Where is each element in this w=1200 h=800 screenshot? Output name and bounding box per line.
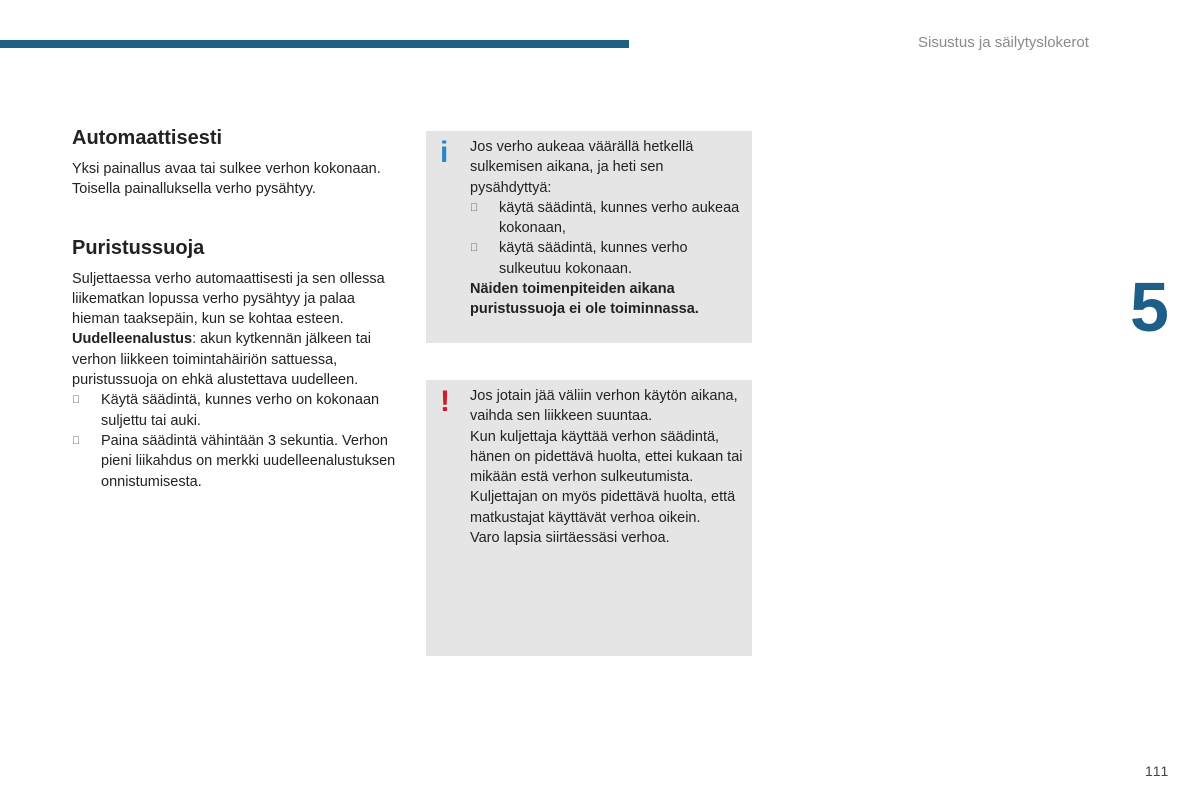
list-item: Paina säädintä vähintään 3 sekuntia. Verhon pieni liikahdus on merkki uudelleenalustuksen onnistumisesta. (72, 431, 402, 492)
automatic-description: Yksi painallus avaa tai sulkee verhon kokonaan. Toisella painalluksella verho pysähtyy. (72, 161, 381, 198)
info-steps (470, 198, 746, 279)
reinitialisation-paragraph (72, 329, 402, 390)
warning-text-1: Jos jotain jää väliin verhon käytön aikana, vaihda sen liikkeen suuntaa. (470, 388, 738, 425)
chapter-number: 5 (1130, 268, 1169, 346)
reinitialisation-text: : akun kytkennän jälkeen tai verhon liikkeen toimintahäiriön sattuessa, puristussuoja on ehkä alustettava uudelleen. (72, 331, 372, 389)
info-icon: i (440, 136, 449, 169)
main-text-column (72, 126, 402, 492)
reinitialisation-label: Uudelleenalustus (72, 331, 193, 348)
info-box-text (470, 137, 746, 320)
warning-text-2: Kun kuljettaja käyttää verhon säädintä, hänen on pidettävä huolta, ettei kukaan tai mikään estä verhon sulkeutumista. (470, 428, 743, 486)
warning-text-3: Kuljettajan on myös pidettävä huolta, että matkustajat käyttävät verhoa oikein. (470, 489, 736, 526)
warning-icon: ! (440, 385, 450, 418)
list-item: käytä säädintä, kunnes verho aukeaa kokonaan, (470, 198, 746, 239)
info-bold-note: Näiden toimenpiteiden aikana puristussuoja ei ole toiminnassa. (470, 281, 699, 318)
heading-anti-pinch: Puristussuoja (72, 236, 205, 259)
bullet-arrow-icon (72, 431, 80, 451)
warning-box-text (470, 386, 746, 548)
bullet-arrow-icon (470, 198, 478, 218)
header-accent-bar (0, 40, 629, 48)
list-item: Käytä säädintä, kunnes verho on kokonaan suljettu tai auki. (72, 390, 402, 431)
info-box (426, 131, 752, 343)
list-item: käytä säädintä, kunnes verho sulkeutuu kokonaan. (470, 238, 746, 279)
bullet-arrow-icon (470, 238, 478, 258)
anti-pinch-description: Suljettaessa verho automaattisesti ja sen ollessa liikematkan lopussa verho pysähtyy ja palaa hieman taaksepäin, kun se kohtaa esteen. (72, 270, 385, 328)
bullet-arrow-icon (72, 390, 80, 410)
warning-text-4: Varo lapsia siirtäessäsi verhoa. (470, 530, 670, 547)
reinitialisation-steps (72, 390, 402, 491)
page-number: 111 (1145, 763, 1170, 779)
section-title: Sisustus ja säilytyslokerot (918, 34, 1089, 51)
heading-automatic: Automaattisesti (72, 127, 223, 149)
info-intro: Jos verho aukeaa väärällä hetkellä sulkemisen aikana, ja heti sen pysähdyttyä: (470, 139, 694, 196)
warning-box (426, 380, 752, 656)
